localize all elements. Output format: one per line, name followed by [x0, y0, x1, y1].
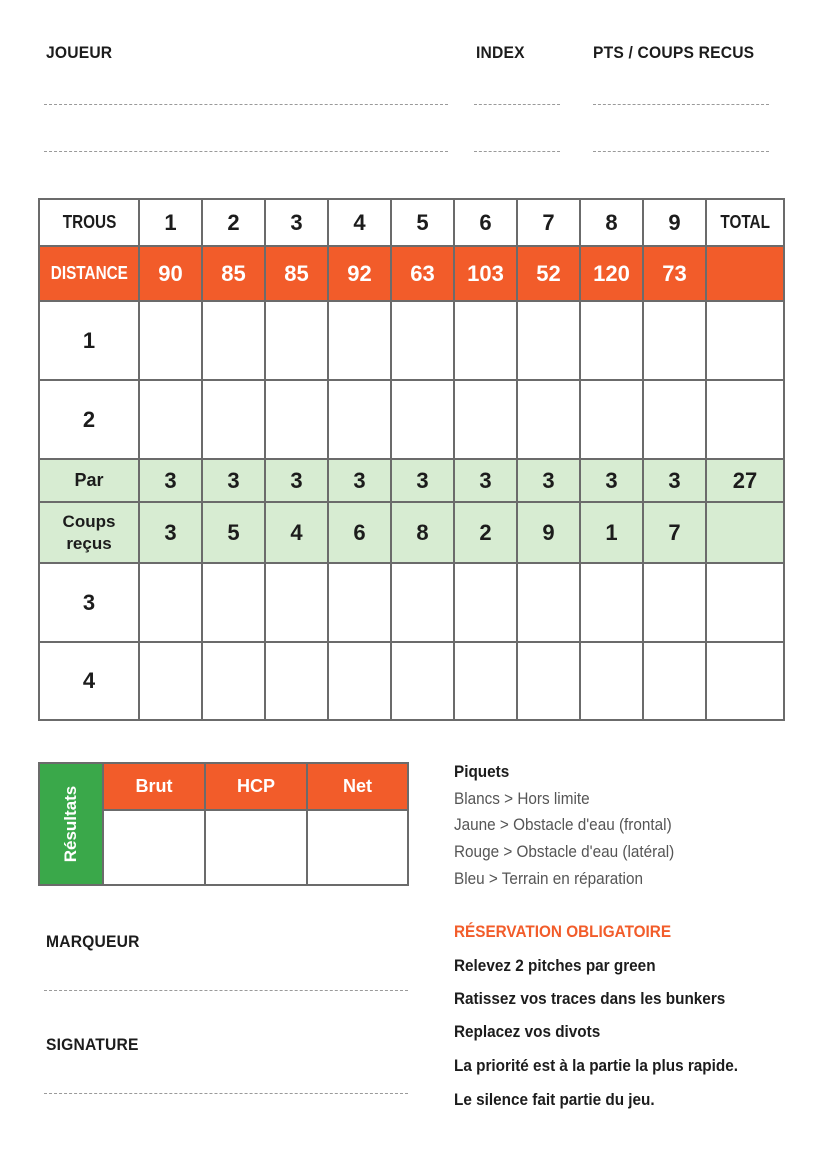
player-number: 1: [39, 301, 139, 380]
score-cell[interactable]: [202, 380, 265, 459]
score-cell[interactable]: [391, 563, 454, 642]
score-cell[interactable]: [139, 563, 202, 642]
distance-value: 85: [202, 246, 265, 301]
player-number: 3: [39, 563, 139, 642]
points-line-1[interactable]: [593, 104, 769, 105]
rule-item: La priorité est à la partie la plus rapide.: [454, 1056, 738, 1075]
par-value: 3: [454, 459, 517, 502]
strokes-value: 9: [517, 502, 580, 563]
strokes-label-line1: Coups: [62, 511, 116, 531]
total-cell[interactable]: [706, 380, 784, 459]
strokes-value: 1: [580, 502, 643, 563]
distance-row: [39, 246, 784, 301]
par-value: 3: [265, 459, 328, 502]
score-cell[interactable]: [265, 380, 328, 459]
player-row: [39, 642, 784, 720]
tee-item: Rouge > Obstacle d'eau (latéral): [454, 842, 675, 861]
distance-value: 120: [580, 246, 643, 301]
signature-label: SIGNATURE: [46, 1035, 139, 1054]
score-cell[interactable]: [202, 642, 265, 720]
tee-item: Jaune > Obstacle d'eau (frontal): [454, 815, 672, 834]
index-line-1[interactable]: [474, 104, 560, 105]
distance-label: DISTANCE: [50, 263, 128, 283]
score-cell[interactable]: [328, 642, 391, 720]
player-line-1[interactable]: [44, 104, 448, 105]
score-cell[interactable]: [454, 380, 517, 459]
results-col-brut: Brut: [103, 763, 205, 810]
hole-number: 3: [265, 199, 328, 246]
player-label: JOUEUR: [46, 43, 113, 62]
results-header-row: [39, 763, 408, 810]
hole-number: 2: [202, 199, 265, 246]
signature-line[interactable]: [44, 1093, 408, 1094]
rule-item: Relevez 2 pitches par green: [454, 956, 656, 975]
points-line-2[interactable]: [593, 151, 769, 152]
score-cell[interactable]: [580, 301, 643, 380]
results-col-net: Net: [307, 763, 408, 810]
score-cell[interactable]: [517, 642, 580, 720]
hole-number: 6: [454, 199, 517, 246]
score-cell[interactable]: [202, 563, 265, 642]
strokes-label-line2: reçus: [66, 533, 112, 553]
total-cell[interactable]: [706, 301, 784, 380]
par-value: 3: [580, 459, 643, 502]
tees-title: Piquets: [454, 762, 510, 781]
rule-item: Ratissez vos traces dans les bunkers: [454, 989, 726, 1008]
distance-value: 103: [454, 246, 517, 301]
score-cell[interactable]: [139, 380, 202, 459]
index-label: INDEX: [476, 43, 525, 62]
results-col-hcp: HCP: [205, 763, 307, 810]
tee-item: Blancs > Hors limite: [454, 789, 590, 808]
distance-value: 73: [643, 246, 706, 301]
par-value: 3: [139, 459, 202, 502]
results-title: Résultats: [61, 785, 80, 863]
score-cell[interactable]: [391, 642, 454, 720]
results-table: [38, 762, 409, 886]
strokes-row: [39, 502, 784, 563]
score-cell[interactable]: [139, 301, 202, 380]
distance-total-cell: [706, 246, 784, 301]
score-cell[interactable]: [328, 301, 391, 380]
results-side-label: [39, 763, 103, 885]
score-cell[interactable]: [328, 563, 391, 642]
player-row: [39, 301, 784, 380]
distance-value: 92: [328, 246, 391, 301]
rule-item: Le silence fait partie du jeu.: [454, 1090, 655, 1109]
score-cell[interactable]: [580, 380, 643, 459]
score-cell[interactable]: [328, 380, 391, 459]
par-label: Par: [39, 459, 139, 502]
player-row: [39, 380, 784, 459]
par-value: 3: [202, 459, 265, 502]
player-number: 4: [39, 642, 139, 720]
player-number: 2: [39, 380, 139, 459]
marker-label: MARQUEUR: [46, 932, 140, 951]
par-total: 27: [706, 459, 784, 502]
strokes-value: 8: [391, 502, 454, 563]
score-cell[interactable]: [517, 380, 580, 459]
par-value: 3: [391, 459, 454, 502]
score-cell[interactable]: [517, 563, 580, 642]
distance-value: 90: [139, 246, 202, 301]
par-row: [39, 459, 784, 502]
score-cell[interactable]: [643, 301, 706, 380]
total-label: TOTAL: [720, 212, 770, 232]
score-cell[interactable]: [517, 301, 580, 380]
strokes-label: [39, 502, 139, 563]
distance-value: 63: [391, 246, 454, 301]
score-cell[interactable]: [454, 301, 517, 380]
score-cell[interactable]: [391, 380, 454, 459]
hole-number: 7: [517, 199, 580, 246]
score-cell[interactable]: [643, 642, 706, 720]
hcp-cell[interactable]: [205, 810, 307, 885]
net-cell[interactable]: [307, 810, 408, 885]
score-cell[interactable]: [643, 380, 706, 459]
strokes-value: 7: [643, 502, 706, 563]
score-cell[interactable]: [265, 301, 328, 380]
par-value: 3: [517, 459, 580, 502]
score-cell[interactable]: [454, 642, 517, 720]
strokes-total-cell: [706, 502, 784, 563]
score-cell[interactable]: [391, 301, 454, 380]
distance-value: 85: [265, 246, 328, 301]
score-cell[interactable]: [580, 642, 643, 720]
strokes-value: 6: [328, 502, 391, 563]
total-cell[interactable]: [706, 563, 784, 642]
player-row: [39, 563, 784, 642]
score-cell[interactable]: [454, 563, 517, 642]
index-line-2[interactable]: [474, 151, 560, 152]
total-cell[interactable]: [706, 642, 784, 720]
hole-number: 5: [391, 199, 454, 246]
strokes-value: 4: [265, 502, 328, 563]
rule-item: Replacez vos divots: [454, 1022, 601, 1041]
score-cell[interactable]: [202, 301, 265, 380]
hole-number: 4: [328, 199, 391, 246]
score-cell[interactable]: [580, 563, 643, 642]
score-cell[interactable]: [139, 642, 202, 720]
holes-row: [39, 199, 784, 246]
brut-cell[interactable]: [103, 810, 205, 885]
hole-number: 9: [643, 199, 706, 246]
hole-number: 8: [580, 199, 643, 246]
par-value: 3: [643, 459, 706, 502]
holes-label: TROUS: [62, 212, 116, 232]
strokes-value: 2: [454, 502, 517, 563]
score-cell[interactable]: [265, 642, 328, 720]
marker-line[interactable]: [44, 990, 408, 991]
strokes-value: 3: [139, 502, 202, 563]
scorecard-table: [38, 198, 785, 721]
score-cell[interactable]: [643, 563, 706, 642]
par-value: 3: [328, 459, 391, 502]
points-label: PTS / COUPS RECUS: [593, 43, 755, 62]
tee-item: Bleu > Terrain en réparation: [454, 869, 643, 888]
score-cell[interactable]: [265, 563, 328, 642]
strokes-value: 5: [202, 502, 265, 563]
hole-number: 1: [139, 199, 202, 246]
distance-value: 52: [517, 246, 580, 301]
player-line-2[interactable]: [44, 151, 448, 152]
reservation-notice: RÉSERVATION OBLIGATOIRE: [454, 922, 672, 941]
